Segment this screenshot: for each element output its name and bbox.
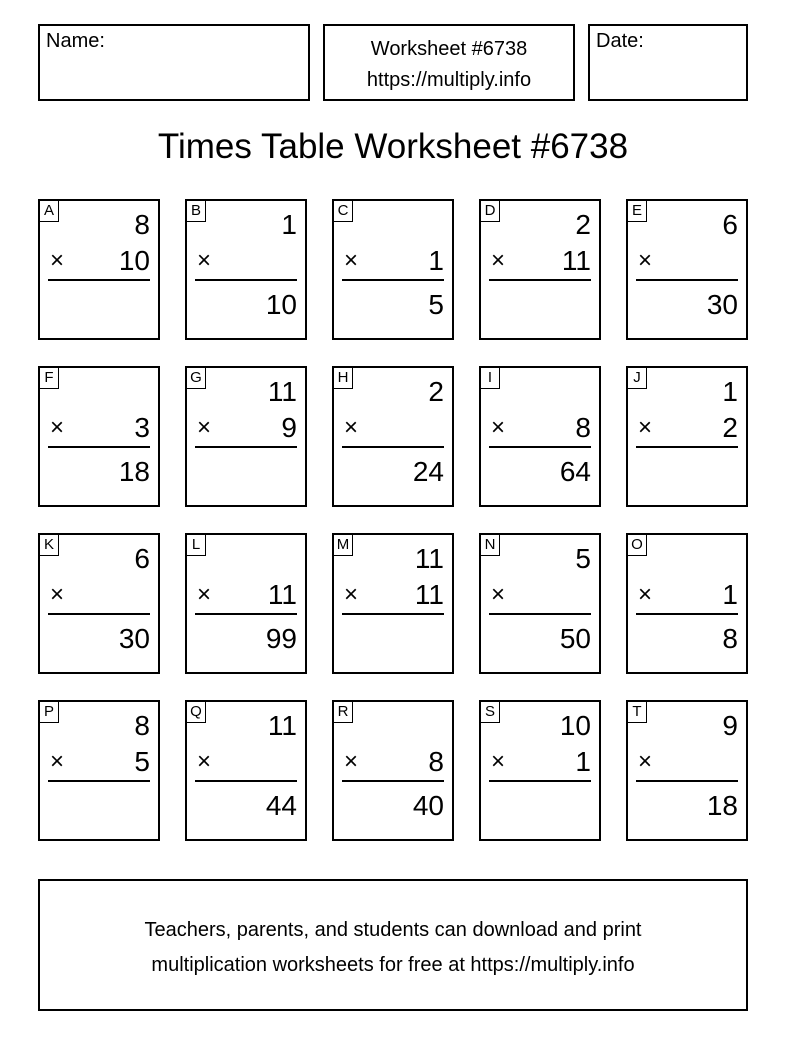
problem-multiplier: 1: [575, 746, 591, 777]
answer-line: [489, 279, 591, 281]
multiply-sign: ×: [50, 581, 65, 608]
problem-answer: 40: [412, 790, 444, 821]
footer-note-box: [38, 879, 748, 1011]
answer-line: [489, 446, 591, 448]
problem-top-number: 8: [134, 209, 150, 240]
problem-multiplier: 8: [575, 412, 591, 443]
problem-answer: 30: [706, 289, 738, 320]
problem-multiplier: 11: [561, 245, 591, 276]
worksheet-info-box: [323, 24, 575, 101]
problem-multiplier: 10: [118, 245, 150, 276]
problem-top-number: 1: [722, 376, 738, 407]
problem-letter: R: [334, 702, 353, 723]
problem-answer: 8: [722, 623, 738, 654]
multiply-sign: ×: [50, 748, 65, 775]
problem-card[interactable]: [185, 199, 307, 340]
problem-card[interactable]: [626, 533, 748, 674]
answer-line: [636, 780, 738, 782]
problem-top-number: 6: [134, 543, 150, 574]
name-label: Name:: [46, 30, 105, 52]
problem-letter: F: [40, 368, 59, 389]
problem-multiplier: 11: [267, 579, 297, 610]
problem-top-number: 5: [575, 543, 591, 574]
date-field-box[interactable]: [588, 24, 748, 101]
problem-multiplier: 3: [134, 412, 150, 443]
problem-answer: 10: [265, 289, 297, 320]
multiply-sign: ×: [197, 414, 212, 441]
answer-line: [48, 613, 150, 615]
name-field-box[interactable]: [38, 24, 310, 101]
problem-letter: T: [628, 702, 647, 723]
problem-letter: H: [334, 368, 353, 389]
problem-multiplier: 9: [281, 412, 297, 443]
problem-letter: M: [334, 535, 353, 556]
problem-answer: 24: [412, 456, 444, 487]
problem-card[interactable]: [479, 700, 601, 841]
problem-letter: G: [187, 368, 206, 389]
multiply-sign: ×: [491, 748, 506, 775]
problem-letter: K: [40, 535, 59, 556]
answer-line: [342, 279, 444, 281]
multiply-sign: ×: [50, 414, 65, 441]
multiply-sign: ×: [197, 748, 212, 775]
problem-answer: 44: [265, 790, 297, 821]
problem-letter: J: [628, 368, 647, 389]
worksheet-url: https://multiply.info: [366, 69, 532, 91]
footer-line-1: Teachers, parents, and students can download and print: [144, 919, 642, 941]
problem-multiplier: 8: [428, 746, 444, 777]
problem-multiplier: 5: [134, 746, 150, 777]
problem-letter: E: [628, 201, 647, 222]
problem-top-number: 2: [575, 209, 591, 240]
problem-card[interactable]: [38, 533, 160, 674]
answer-line: [636, 446, 738, 448]
problem-top-number: 8: [134, 710, 150, 741]
problem-multiplier: 1: [722, 579, 738, 610]
multiply-sign: ×: [491, 581, 506, 608]
problem-multiplier: 11: [414, 579, 444, 610]
problem-top-number: 10: [559, 710, 591, 741]
problem-card[interactable]: [626, 199, 748, 340]
multiply-sign: ×: [638, 748, 653, 775]
problem-letter: S: [481, 702, 500, 723]
page-title: Times Table Worksheet #6738: [157, 127, 629, 166]
multiply-sign: ×: [491, 247, 506, 274]
problem-top-number: 11: [414, 543, 444, 574]
answer-line: [489, 780, 591, 782]
answer-line: [48, 279, 150, 281]
problem-multiplier: 1: [428, 245, 444, 276]
multiply-sign: ×: [491, 414, 506, 441]
problem-card[interactable]: [332, 700, 454, 841]
problem-letter: L: [187, 535, 206, 556]
problem-card[interactable]: [479, 366, 601, 507]
problem-answer: 50: [559, 623, 591, 654]
problem-card[interactable]: [332, 533, 454, 674]
answer-line: [195, 613, 297, 615]
worksheet-number: Worksheet #6738: [370, 38, 528, 60]
problem-answer: 30: [118, 623, 150, 654]
problem-top-number: 6: [722, 209, 738, 240]
problem-card[interactable]: [626, 366, 748, 507]
multiply-sign: ×: [638, 581, 653, 608]
multiply-sign: ×: [197, 581, 212, 608]
problem-card[interactable]: [332, 366, 454, 507]
answer-line: [195, 780, 297, 782]
problem-multiplier: 2: [722, 412, 738, 443]
answer-line: [636, 279, 738, 281]
multiply-sign: ×: [638, 414, 653, 441]
multiply-sign: ×: [344, 414, 359, 441]
problem-card[interactable]: [38, 366, 160, 507]
multiply-sign: ×: [344, 581, 359, 608]
answer-line: [195, 279, 297, 281]
problem-letter: I: [481, 368, 500, 389]
answer-line: [48, 780, 150, 782]
problem-top-number: 11: [267, 710, 297, 741]
problem-answer: 18: [706, 790, 738, 821]
problem-letter: Q: [187, 702, 206, 723]
problem-letter: B: [187, 201, 206, 222]
problem-answer: 64: [559, 456, 591, 487]
problem-card[interactable]: [626, 700, 748, 841]
problem-card[interactable]: [185, 366, 307, 507]
problem-card[interactable]: [185, 700, 307, 841]
problem-card[interactable]: [479, 533, 601, 674]
problem-card[interactable]: [38, 199, 160, 340]
answer-line: [195, 446, 297, 448]
problem-answer: 5: [428, 289, 444, 320]
problem-answer: 99: [265, 623, 297, 654]
problem-top-number: 9: [722, 710, 738, 741]
problem-card[interactable]: [38, 700, 160, 841]
multiply-sign: ×: [344, 748, 359, 775]
multiply-sign: ×: [344, 247, 359, 274]
date-label: Date:: [596, 30, 644, 52]
problem-top-number: 11: [267, 376, 297, 407]
problem-letter: A: [40, 201, 59, 222]
problem-letter: P: [40, 702, 59, 723]
answer-line: [342, 446, 444, 448]
answer-line: [48, 446, 150, 448]
problem-answer: 18: [118, 456, 150, 487]
multiply-sign: ×: [197, 247, 212, 274]
problem-letter: N: [481, 535, 500, 556]
problem-letter: C: [334, 201, 353, 222]
answer-line: [489, 613, 591, 615]
problem-top-number: 2: [428, 376, 444, 407]
problem-letter: D: [481, 201, 500, 222]
answer-line: [636, 613, 738, 615]
problem-card[interactable]: [332, 199, 454, 340]
multiply-sign: ×: [50, 247, 65, 274]
answer-line: [342, 613, 444, 615]
problem-card[interactable]: [185, 533, 307, 674]
problem-card[interactable]: [479, 199, 601, 340]
problem-top-number: 1: [281, 209, 297, 240]
multiply-sign: ×: [638, 247, 653, 274]
footer-line-2: multiplication worksheets for free at https://multiply.info: [151, 954, 635, 976]
problem-letter: O: [628, 535, 647, 556]
answer-line: [342, 780, 444, 782]
